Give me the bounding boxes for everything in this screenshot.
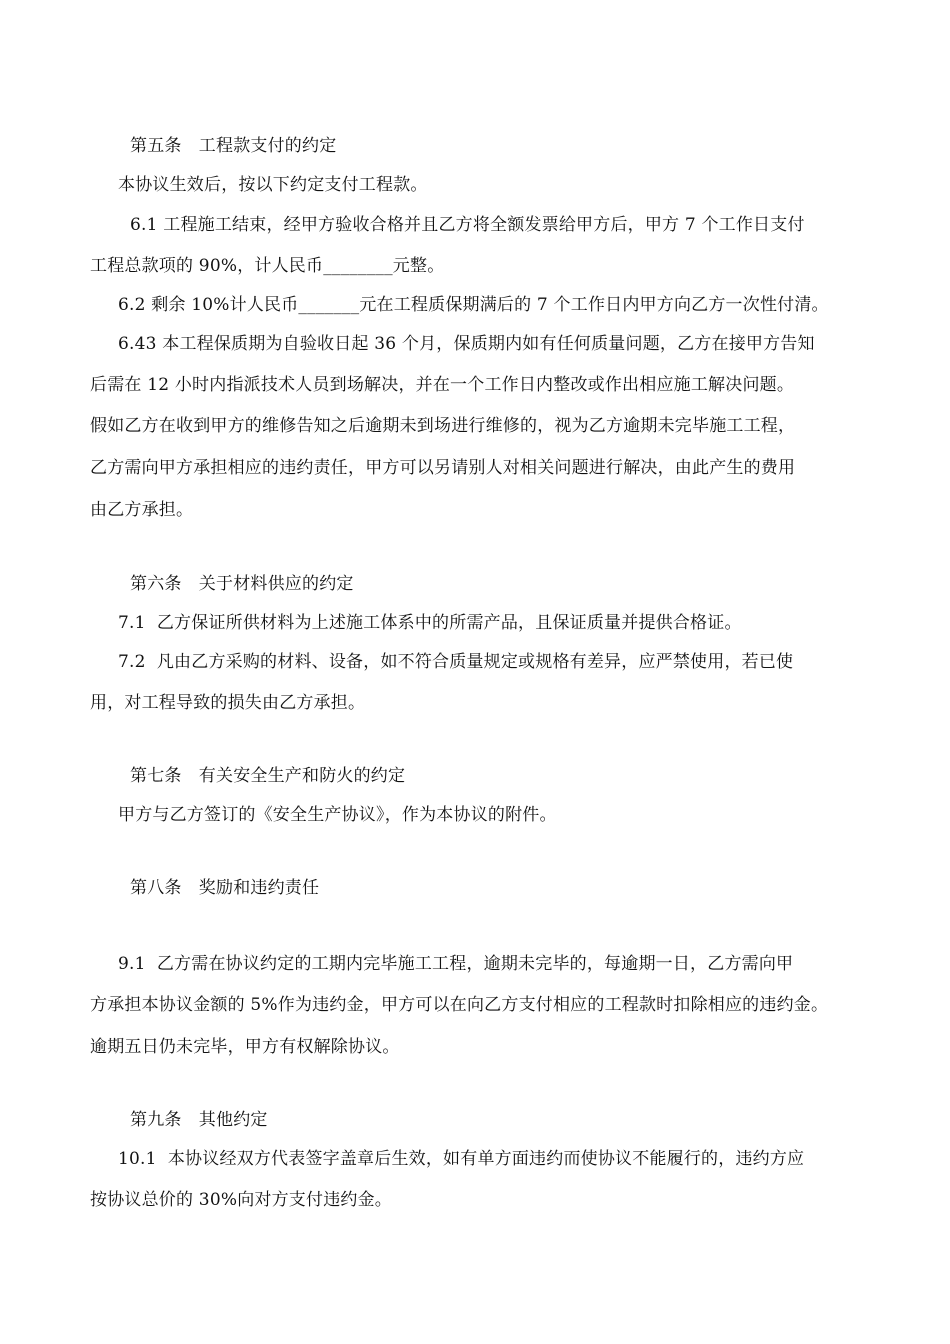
clause-6-43-line-2: 后需在 12 小时内指派技术人员到场解决，并在一个工作日内整改或作出相应施工解决问题。 — [90, 375, 795, 395]
clause-10-1-line-2: 按协议总价的 30%向对方支付违约金。 — [90, 1190, 392, 1210]
section-9-heading: 第九条 其他约定 — [130, 1110, 268, 1130]
clause-10-1-line-1: 10.1 本协议经双方代表签字盖章后生效，如有单方面违约而使协议不能履行的，违约方应 — [118, 1149, 805, 1169]
clause-6-1-line-1: 6.1 工程施工结束，经甲方验收合格并且乙方将全额发票给甲方后，甲方 7 个工作日支付 — [130, 215, 805, 235]
clause-7-2-line-1: 7.2 凡由乙方采购的材料、设备，如不符合质量规定或规格有差异，应严禁使用，若已使 — [118, 652, 794, 672]
clause-6-43-line-1: 6.43 本工程保质期为自验收日起 36 个月，保质期内如有任何质量问题，乙方在接甲方告知 — [118, 334, 815, 354]
section-7-paragraph: 甲方与乙方签订的《安全生产协议》，作为本协议的附件。 — [118, 805, 557, 825]
section-7-heading: 第七条 有关安全生产和防火的约定 — [130, 766, 406, 786]
clause-6-43-line-4: 乙方需向甲方承担相应的违约责任，甲方可以另请别人对相关问题进行解决，由此产生的费用 — [90, 458, 796, 478]
clause-7-2-line-2: 用，对工程导致的损失由乙方承担。 — [90, 693, 366, 713]
section-8-heading: 第八条 奖励和违约责任 — [130, 878, 320, 898]
section-6-heading: 第六条 关于材料供应的约定 — [130, 574, 354, 594]
clause-6-43-line-3: 假如乙方在收到甲方的维修告知之后逾期未到场进行维修的，视为乙方逾期未完毕施工工程， — [90, 416, 796, 436]
clause-7-1: 7.1 乙方保证所供材料为上述施工体系中的所需产品，且保证质量并提供合格证。 — [118, 613, 742, 633]
clause-9-1-line-3: 逾期五日仍未完毕，甲方有权解除协议。 — [90, 1037, 400, 1057]
clause-9-1-line-2: 方承担本协议金额的 5%作为违约金，甲方可以在向乙方支付相应的工程款时扣除相应的违约金。 — [90, 995, 829, 1015]
clause-6-1-line-2: 工程总款项的 90%，计人民币________元整。 — [90, 256, 445, 276]
section-5-heading: 第五条 工程款支付的约定 — [130, 136, 337, 156]
clause-9-1-line-1: 9.1 乙方需在协议约定的工期内完毕施工工程，逾期未完毕的，每逾期一日，乙方需向甲 — [118, 954, 794, 974]
clause-6-43-line-5: 由乙方承担。 — [90, 500, 194, 520]
section-5-intro: 本协议生效后，按以下约定支付工程款。 — [118, 175, 428, 195]
clause-6-2: 6.2 剩余 10%计人民币_______元在工程质保期满后的 7 个工作日内甲方向乙方一次性付清。 — [118, 295, 829, 315]
